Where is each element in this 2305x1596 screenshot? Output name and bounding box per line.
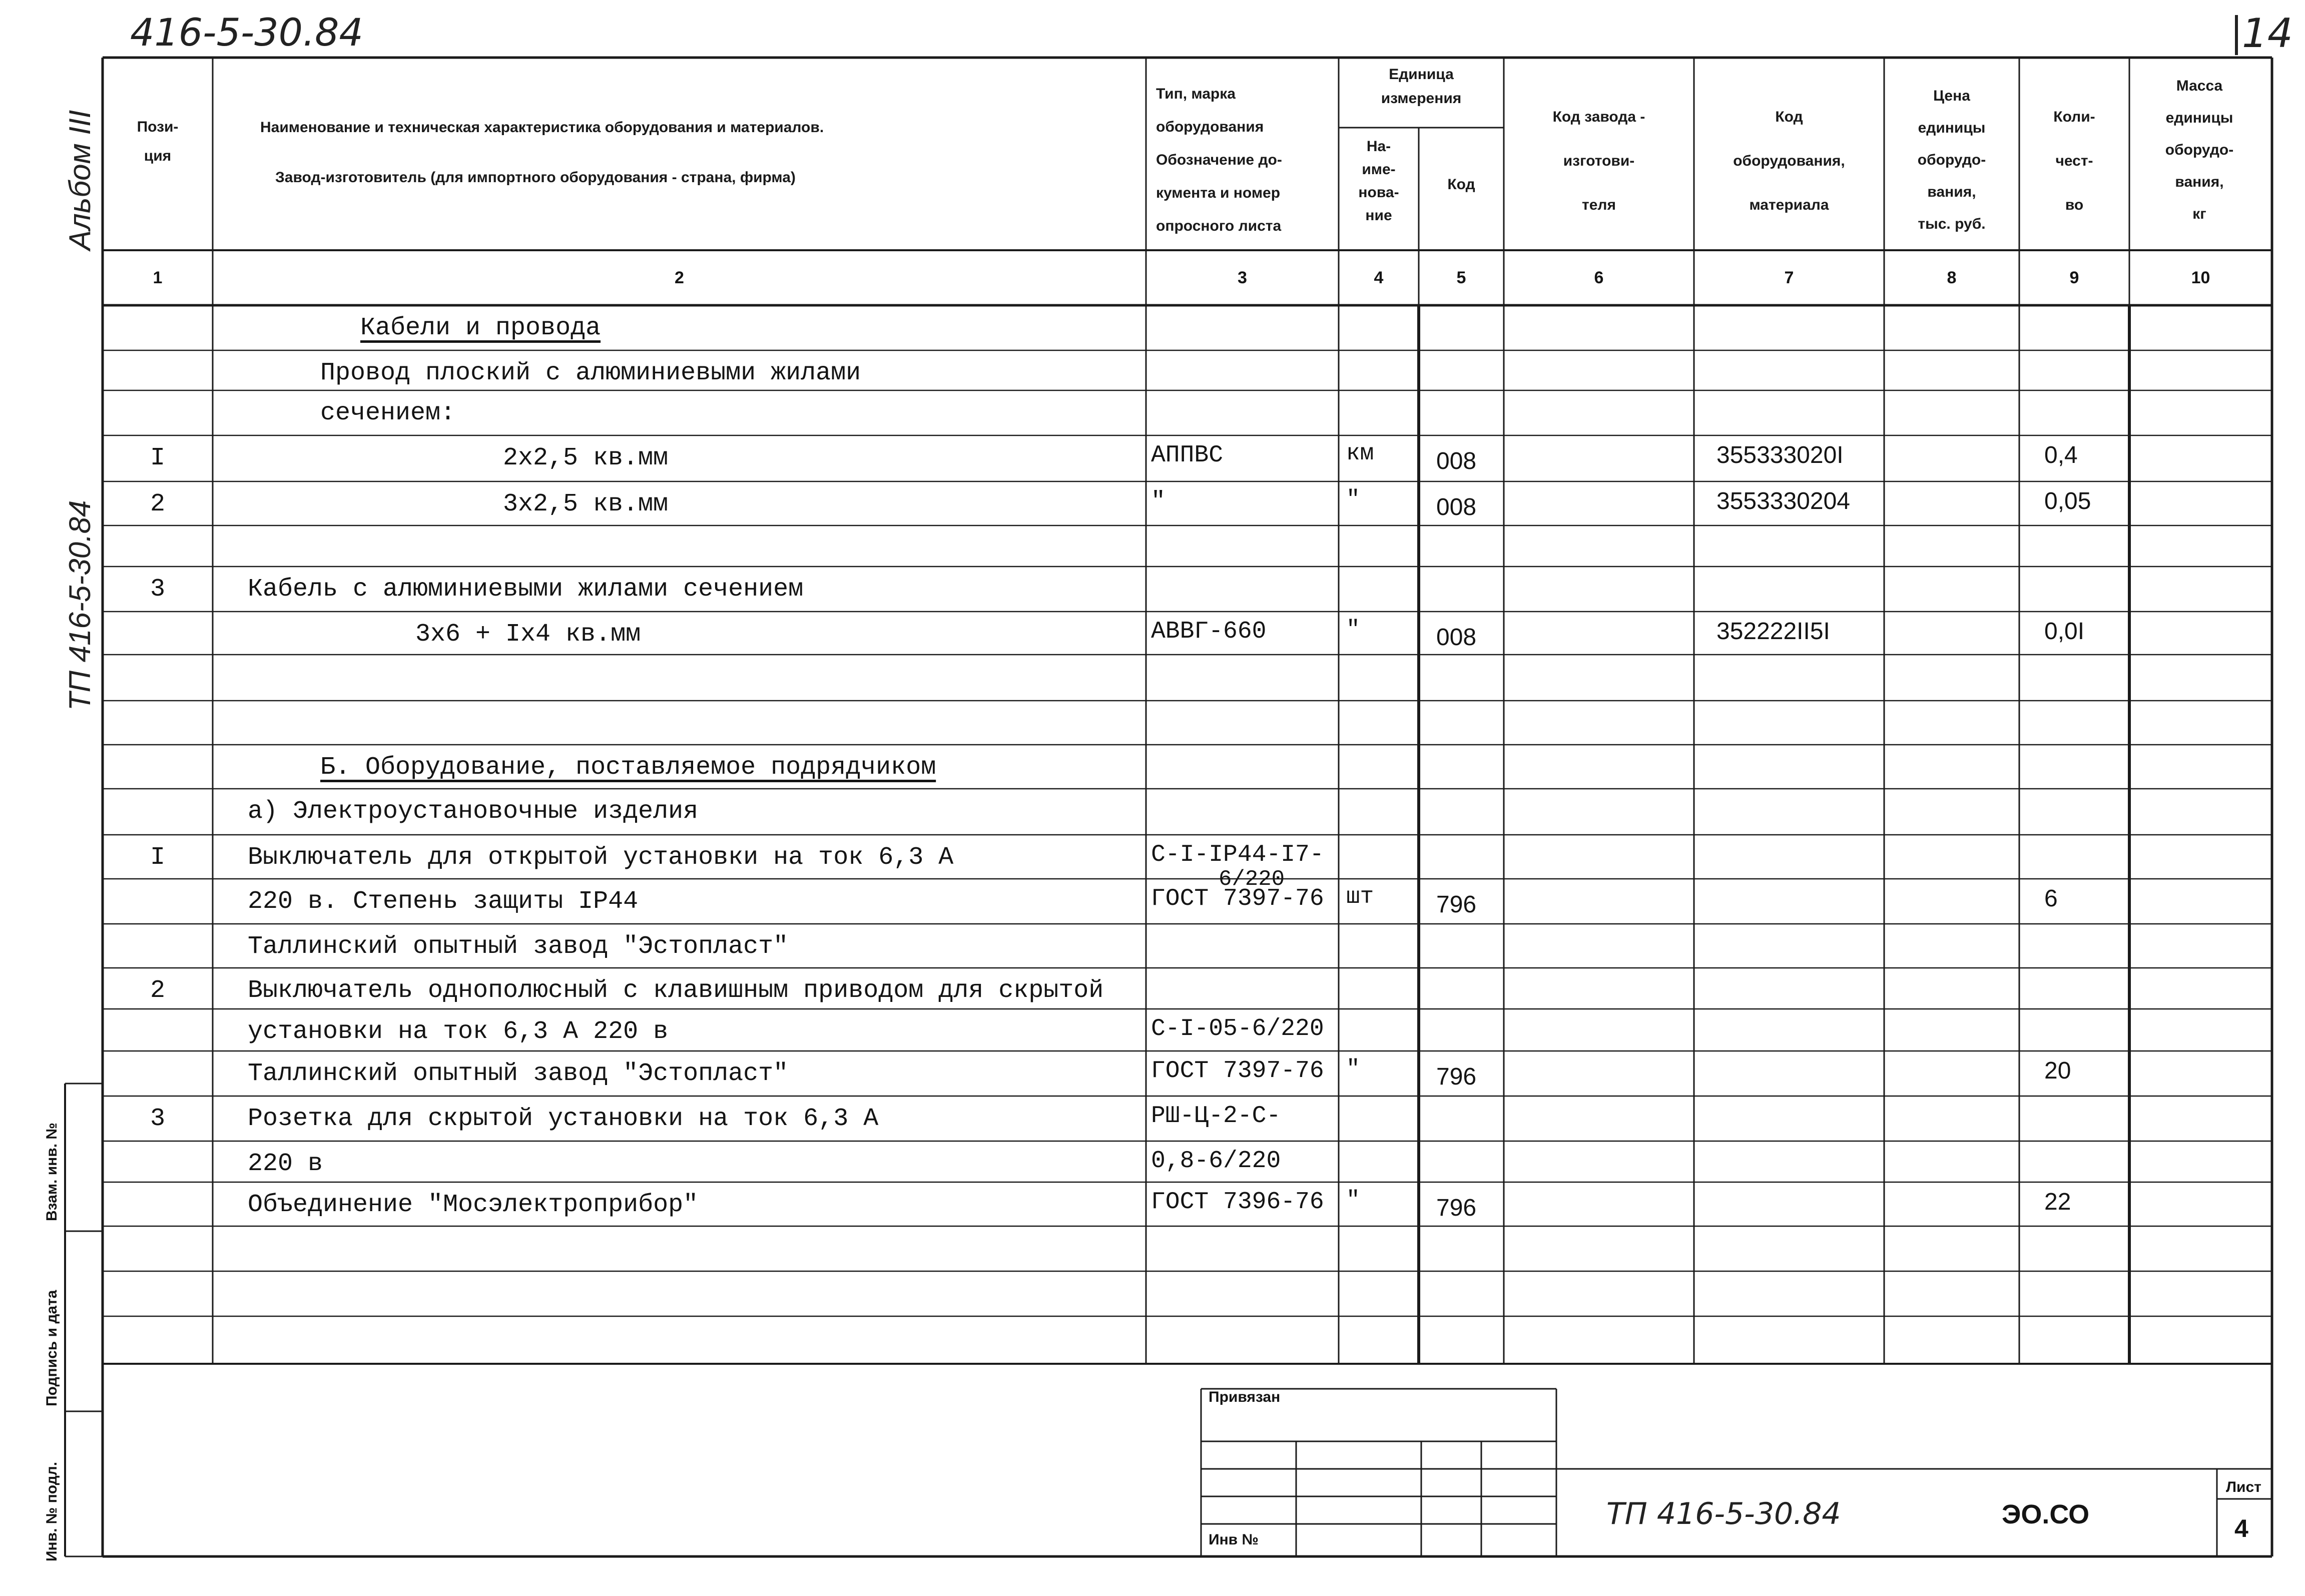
header-factory-code-line2: изготови-	[1563, 153, 1635, 169]
row-code: 008	[1436, 494, 1477, 520]
stamp-vzam: Взам. инв. №	[44, 1123, 60, 1221]
column-number: 8	[1947, 268, 1957, 287]
row-unit: "	[1346, 617, 1360, 643]
sheet-corner-number: 14	[2242, 10, 2293, 57]
row-code: 008	[1436, 448, 1477, 474]
column-number: 6	[1594, 268, 1604, 287]
title-doc-code: ЭО.СО	[2002, 1499, 2090, 1529]
row-type: ГОСТ 7397-76	[1151, 885, 1324, 912]
row-unit: км	[1346, 440, 1374, 466]
row-position: I	[150, 444, 165, 472]
column-number: 7	[1784, 268, 1794, 287]
header-unit-group-line1: Единица	[1389, 66, 1454, 83]
header-unit-name-line2: име-	[1362, 161, 1396, 178]
row-equipment-code: 352222II5I	[1716, 618, 1830, 645]
row-type: РШ-Ц-2-С-	[1151, 1103, 1281, 1130]
header-mass-line3: оборудо-	[2165, 142, 2234, 158]
row-code: 796	[1436, 1195, 1477, 1221]
header-mass-line4: вания,	[2175, 174, 2224, 190]
title-sheet-number: 4	[2234, 1514, 2248, 1542]
row-position: 2	[150, 976, 165, 1005]
header-mass-line2: единицы	[2165, 110, 2233, 126]
header-type-line2: оборудования	[1156, 119, 1264, 135]
row-name: 3х6 + Iх4 кв.мм	[415, 620, 641, 649]
header-mass-line1: Масса	[2176, 78, 2223, 94]
header-quantity	[2019, 95, 2129, 227]
row-code: 796	[1436, 1063, 1477, 1090]
row-position: 3	[150, 1105, 165, 1133]
column-number: 9	[2069, 268, 2079, 287]
stamp-podpis: Подпись и дата	[44, 1290, 60, 1406]
title-project-code: ТП 416-5-30.84	[1606, 1496, 1841, 1531]
header-type	[1146, 78, 1336, 243]
header-unit-name-line3: нова-	[1358, 184, 1399, 201]
row-code: 796	[1436, 891, 1477, 918]
row-quantity: 0,4	[2044, 442, 2078, 468]
header-price	[1884, 80, 2019, 240]
header-factory-code	[1504, 95, 1694, 227]
row-name: а) Электроустановочные изделия	[248, 797, 699, 826]
row-type: "	[1151, 488, 1166, 515]
column-number: 2	[675, 268, 684, 287]
side-project-label: ТП 416-5-30.84	[63, 500, 97, 711]
header-quantity-line2: чест-	[2055, 153, 2093, 169]
row-name: Выключатель однополюсный с клавишным приводом для скрытой	[248, 976, 1104, 1005]
header-unit-group	[1339, 63, 1504, 111]
row-quantity: 0,0I	[2044, 618, 2085, 645]
header-type-line3: Обозначение до-	[1156, 152, 1282, 168]
row-type: ГОСТ 7396-76	[1151, 1189, 1324, 1216]
header-unit-name-line1: На-	[1366, 138, 1391, 155]
header-position-line2: ция	[144, 148, 172, 164]
header-position-line1: Пози-	[137, 119, 179, 135]
row-name: Кабель с алюминиевыми жилами сечением	[248, 575, 804, 604]
header-equipment-code	[1694, 95, 1884, 227]
header-equipment-code-line1: Код	[1775, 109, 1803, 125]
row-type: 0,8-6/220	[1151, 1148, 1281, 1175]
header-name-line1: Наименование и техническая характеристика оборудования и материалов.	[260, 119, 824, 136]
row-name: сечением:	[320, 399, 456, 427]
header-type-line1: Тип, марка	[1156, 86, 1236, 102]
row-name: Объединение "Мосэлектроприбор"	[248, 1191, 699, 1219]
row-quantity: 20	[2044, 1057, 2071, 1084]
row-position: 2	[150, 490, 165, 518]
row-name: Провод плоский с алюминиевыми жилами	[320, 359, 861, 387]
header-mass	[2129, 70, 2269, 230]
header-price-line3: оборудо-	[1917, 152, 1986, 168]
row-quantity: 6	[2044, 885, 2058, 912]
row-name: Таллинский опытный завод "Эстопласт"	[248, 932, 789, 961]
header-name	[215, 103, 1141, 203]
header-quantity-line1: Коли-	[2053, 109, 2095, 125]
header-quantity-line3: во	[2065, 197, 2084, 213]
stamp-inv-podl: Инв. № подл.	[44, 1461, 60, 1561]
row-unit: "	[1346, 1056, 1360, 1082]
header-unit-code: Код	[1447, 176, 1475, 193]
row-name: 220 в	[248, 1150, 323, 1178]
row-type-extra: 6/220	[1219, 867, 1285, 892]
header-factory-code-line1: Код завода -	[1552, 109, 1645, 125]
row-type: С-I-IP44-I7-	[1151, 841, 1324, 868]
header-type-line4: кумента и номер	[1156, 185, 1281, 201]
column-number: 1	[153, 268, 163, 287]
row-name: 3х2,5 кв.мм	[503, 490, 669, 518]
row-type: АВВГ-660	[1151, 618, 1267, 645]
header-unit-name	[1339, 135, 1419, 227]
row-unit: "	[1346, 486, 1360, 512]
header-factory-code-line3: теля	[1582, 197, 1616, 213]
column-number: 3	[1238, 268, 1247, 287]
title-sheet-label: Лист	[2226, 1479, 2261, 1495]
header-price-line4: вания,	[1927, 184, 1976, 200]
row-unit: шт	[1346, 884, 1374, 910]
side-album-label: Альбом III	[63, 110, 97, 250]
top-code: 416-5-30.84	[130, 10, 363, 55]
header-unit-name-line4: ние	[1365, 207, 1392, 224]
row-equipment-code: 3553330204	[1716, 488, 1850, 514]
header-name-line2: Завод-изготовитель (для импортного оборудования - страна, фирма)	[275, 169, 796, 186]
row-type: С-I-05-6/220	[1151, 1015, 1324, 1042]
row-name: Выключатель для открытой установки на ток 6,3 А	[248, 843, 954, 872]
row-name: Кабели и провода	[360, 314, 601, 342]
title-privyazan: Привязан	[1209, 1389, 1281, 1405]
column-number: 4	[1374, 268, 1384, 287]
header-unit-group-line2: измерения	[1381, 90, 1462, 107]
header-equipment-code-line3: материала	[1749, 197, 1829, 213]
header-position	[103, 113, 213, 171]
header-mass-line5: кг	[2192, 206, 2206, 222]
row-type: ГОСТ 7397-76	[1151, 1057, 1324, 1085]
row-equipment-code: 355333020I	[1716, 442, 1844, 468]
header-type-line5: опросного листа	[1156, 218, 1282, 234]
row-position: 3	[150, 575, 165, 604]
header-equipment-code-line2: оборудования,	[1733, 153, 1845, 169]
row-name: Розетка для скрытой установки на ток 6,3 А	[248, 1105, 879, 1133]
row-unit: "	[1346, 1187, 1360, 1213]
row-type: АППВС	[1151, 442, 1224, 469]
row-position: I	[150, 843, 165, 872]
column-number: 5	[1456, 268, 1466, 287]
title-inv-no: Инв №	[1209, 1531, 1259, 1548]
row-quantity: 0,05	[2044, 488, 2091, 514]
row-quantity: 22	[2044, 1189, 2071, 1215]
row-name: Таллинский опытный завод "Эстопласт"	[248, 1059, 789, 1088]
header-price-line2: единицы	[1918, 120, 1986, 136]
header-price-line1: Цена	[1933, 88, 1970, 104]
header-price-line5: тыс. руб.	[1918, 216, 1986, 232]
row-code: 008	[1436, 624, 1477, 651]
row-name: 220 в. Степень защиты IP44	[248, 887, 639, 916]
column-number: 10	[2191, 268, 2210, 287]
row-name: 2х2,5 кв.мм	[503, 444, 669, 472]
row-name: Б. Оборудование, поставляемое подрядчиком	[320, 753, 936, 782]
row-name: установки на ток 6,3 А 220 в	[248, 1017, 669, 1046]
